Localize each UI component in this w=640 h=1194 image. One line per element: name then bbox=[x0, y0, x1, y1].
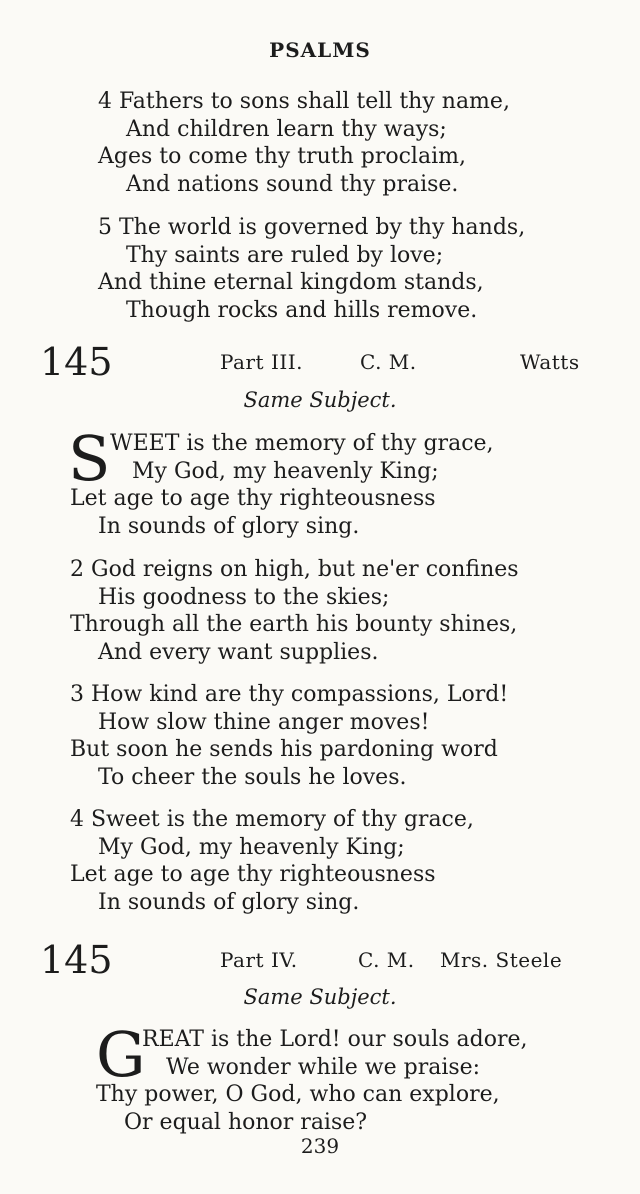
hymn-number: 145 bbox=[40, 340, 113, 384]
verse-line: We wonder while we praise: bbox=[166, 1054, 481, 1080]
verse-line: And thine eternal kingdom stands, bbox=[98, 270, 484, 295]
hymn-author: Mrs. Steele bbox=[440, 948, 563, 972]
stanza-4-continued bbox=[98, 88, 510, 198]
hymn-meter: C. M. bbox=[358, 948, 415, 972]
hymn-number: 145 bbox=[40, 938, 113, 982]
verse-line: In sounds of glory sing. bbox=[98, 889, 360, 915]
verse-line: Or equal honor raise? bbox=[124, 1109, 368, 1135]
verse-line: Thy saints are ruled by love; bbox=[126, 242, 444, 268]
hymn-heading bbox=[40, 342, 640, 382]
stanza-3 bbox=[70, 681, 508, 791]
verse-line: And nations sound thy praise. bbox=[126, 171, 459, 197]
hymn-author: Watts bbox=[520, 350, 580, 374]
verse-line: Let age to age thy righteousness bbox=[70, 486, 436, 511]
verse-line: 3 How kind are thy compassions, Lord! bbox=[70, 682, 509, 707]
verse-line: WEET is the memory of thy grace, bbox=[110, 431, 494, 456]
verse-line: 4 Sweet is the memory of thy grace, bbox=[70, 807, 474, 832]
stanza-1 bbox=[96, 1018, 528, 1136]
verse-line: Thy power, O God, who can explore, bbox=[96, 1082, 500, 1107]
page-number: 239 bbox=[300, 1134, 340, 1158]
verse-line: Ages to come thy truth proclaim, bbox=[98, 144, 466, 169]
verse-line: Let age to age thy righteousness bbox=[70, 862, 436, 887]
hymn-heading bbox=[40, 940, 640, 980]
hymn-meter: C. M. bbox=[360, 350, 417, 374]
verse-line: His goodness to the skies; bbox=[98, 584, 390, 610]
verse-line: And every want supplies. bbox=[98, 639, 379, 665]
verse-line: 4 Fathers to sons shall tell thy name, bbox=[98, 89, 510, 114]
verse-line: 2 God reigns on high, but ne'er confines bbox=[70, 557, 519, 582]
stanza-5-continued bbox=[98, 214, 525, 324]
stanza-4 bbox=[70, 806, 474, 916]
stanza-2 bbox=[70, 556, 519, 666]
verse-line: In sounds of glory sing. bbox=[98, 513, 360, 539]
verse-line: Though rocks and hills remove. bbox=[126, 297, 478, 323]
verse-line: My God, my heavenly King; bbox=[98, 834, 405, 860]
hymn-part: Part III. bbox=[220, 350, 303, 374]
drop-cap: S bbox=[68, 422, 111, 495]
stanza-1 bbox=[68, 422, 494, 540]
running-head: PSALMS bbox=[269, 38, 371, 62]
verse-line: And children learn thy ways; bbox=[126, 116, 447, 142]
verse-line: 5 The world is governed by thy hands, bbox=[98, 215, 526, 240]
hymn-subject: Same Subject. bbox=[243, 985, 397, 1009]
verse-line: To cheer the souls he loves. bbox=[98, 764, 407, 790]
verse-line: Through all the earth his bounty shines, bbox=[70, 612, 518, 637]
verse-line: REAT is the Lord! our souls adore, bbox=[142, 1027, 528, 1052]
hymn-subject: Same Subject. bbox=[243, 388, 397, 412]
verse-line: My God, my heavenly King; bbox=[132, 458, 439, 484]
hymn-part: Part IV. bbox=[220, 948, 298, 972]
verse-line: How slow thine anger moves! bbox=[98, 709, 430, 735]
verse-line: But soon he sends his pardoning word bbox=[70, 737, 498, 762]
drop-cap: G bbox=[96, 1018, 146, 1091]
